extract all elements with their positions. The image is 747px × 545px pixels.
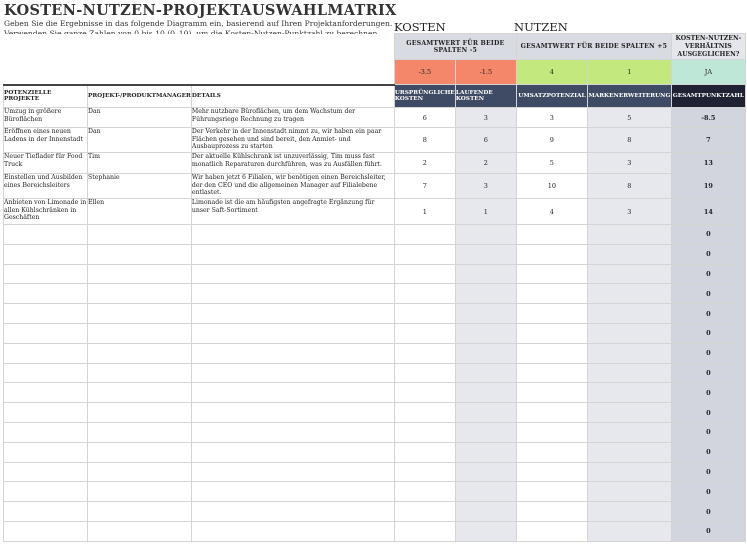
table-row (4, 521, 746, 541)
table-row (4, 442, 746, 462)
revenue-cell[interactable]: 4 (516, 199, 587, 225)
total-score-cell: 0 (671, 462, 745, 482)
initial-cost-cell[interactable]: 8 (394, 128, 455, 153)
total-score-cell: 19 (671, 174, 745, 199)
header-initial-cost: URSPRÜNGLICHE KOSTEN (394, 85, 455, 108)
manager-cell[interactable] (88, 244, 192, 264)
table-row (4, 225, 746, 245)
running-cost-cell[interactable] (455, 284, 516, 304)
brand-cell[interactable]: 3 (587, 199, 671, 225)
running-cost-cell[interactable] (455, 244, 516, 264)
total-score-cell: -8.5 (671, 108, 745, 128)
header-manager: PROJEKT-/PRODUKTMANAGER (88, 85, 192, 108)
project-cell[interactable] (4, 482, 88, 502)
initial-cost-cell[interactable] (394, 502, 455, 522)
running-cost-cell[interactable] (455, 521, 516, 541)
ratio-label: KOSTEN-NUTZEN-VERHÄLTNIS AUSGEGLICHEN? (671, 34, 745, 60)
brand-cell[interactable] (587, 422, 671, 442)
running-cost-cell[interactable] (455, 363, 516, 383)
details-cell[interactable]: Der Verkehr in der Innenstadt nimmt zu, wir haben ein paar Flächen gesehen und sind bereit, den Anmiet- und Ausbauprozess zu starten (191, 128, 394, 153)
table-row (4, 383, 746, 403)
brand-cell[interactable] (587, 323, 671, 343)
table-row (4, 108, 746, 128)
details-cell[interactable] (191, 502, 394, 522)
details-cell[interactable] (191, 422, 394, 442)
project-cell[interactable]: Eröffnen eines neuen Ladens in der Innenstadt (4, 128, 88, 153)
brand-cell[interactable] (587, 383, 671, 403)
project-cell[interactable] (4, 363, 88, 383)
details-cell[interactable] (191, 304, 394, 324)
table-row (4, 264, 746, 284)
brand-cell[interactable]: 8 (587, 128, 671, 153)
revenue-cell[interactable] (516, 323, 587, 343)
initial-cost-cell[interactable] (394, 482, 455, 502)
total-score-cell: 13 (671, 153, 745, 174)
revenue-cell[interactable] (516, 284, 587, 304)
manager-cell[interactable]: Ellen (88, 199, 192, 225)
manager-cell[interactable] (88, 403, 192, 423)
brand-cell[interactable] (587, 403, 671, 423)
initial-cost-cell[interactable] (394, 323, 455, 343)
manager-cell[interactable]: Tim (88, 153, 192, 174)
details-cell[interactable] (191, 264, 394, 284)
details-cell[interactable]: Limonade ist die am häufigsten angefragte Ergänzung für unser Saft-Sortiment (191, 199, 394, 225)
initial-cost-cell[interactable] (394, 462, 455, 482)
blank-cell (4, 34, 395, 60)
table-row (4, 363, 746, 383)
initial-cost-cell[interactable] (394, 442, 455, 462)
running-cost-cell[interactable] (455, 343, 516, 363)
initial-cost-cell[interactable] (394, 284, 455, 304)
brand-cell[interactable] (587, 343, 671, 363)
brand-cell[interactable] (587, 284, 671, 304)
total-score-cell: 0 (671, 383, 745, 403)
revenue-cell[interactable] (516, 442, 587, 462)
project-cell[interactable]: Anbieten von Limonade in allen Kühlschränken in Geschäften (4, 199, 88, 225)
manager-cell[interactable] (88, 442, 192, 462)
initial-cost-cell[interactable]: 1 (394, 199, 455, 225)
project-cell[interactable]: Einstellen und Ausbilden eines Bereichsleiters (4, 174, 88, 199)
project-cell[interactable] (4, 343, 88, 363)
table-row (4, 153, 746, 174)
running-cost-cell[interactable]: 2 (455, 153, 516, 174)
costs-section-label: KOSTEN (394, 20, 446, 34)
revenue-cell[interactable] (516, 422, 587, 442)
revenue-cell[interactable] (516, 363, 587, 383)
revenue-cell[interactable] (516, 343, 587, 363)
running-cost-summary: -1.5 (455, 60, 516, 85)
total-score-cell: 0 (671, 343, 745, 363)
manager-cell[interactable] (88, 304, 192, 324)
total-score-cell: 0 (671, 363, 745, 383)
revenue-cell[interactable] (516, 482, 587, 502)
revenue-cell[interactable]: 9 (516, 128, 587, 153)
brand-cell[interactable] (587, 244, 671, 264)
project-cell[interactable] (4, 284, 88, 304)
revenue-cell[interactable] (516, 304, 587, 324)
manager-cell[interactable]: Dan (88, 128, 192, 153)
details-cell[interactable] (191, 482, 394, 502)
manager-cell[interactable] (88, 323, 192, 343)
running-cost-cell[interactable]: 3 (455, 108, 516, 128)
project-cell[interactable] (4, 442, 88, 462)
manager-cell[interactable] (88, 343, 192, 363)
details-cell[interactable] (191, 521, 394, 541)
table-row (4, 284, 746, 304)
initial-cost-cell[interactable] (394, 422, 455, 442)
initial-cost-cell[interactable]: 7 (394, 174, 455, 199)
brand-cell[interactable] (587, 462, 671, 482)
running-cost-cell[interactable] (455, 264, 516, 284)
initial-cost-cell[interactable] (394, 343, 455, 363)
initial-cost-cell[interactable] (394, 264, 455, 284)
brand-cell[interactable] (587, 521, 671, 541)
revenue-cell[interactable]: 10 (516, 174, 587, 199)
revenue-cell[interactable] (516, 403, 587, 423)
running-cost-cell[interactable] (455, 442, 516, 462)
brand-cell[interactable] (587, 482, 671, 502)
brand-cell[interactable] (587, 304, 671, 324)
costs-total-label: GESAMTWERT FÜR BEIDE SPALTEN -5 (394, 34, 516, 60)
benefits-total-label: GESAMTWERT FÜR BEIDE SPALTEN +5 (516, 34, 671, 60)
brand-cell[interactable]: 8 (587, 174, 671, 199)
total-score-cell: 14 (671, 199, 745, 225)
project-cell[interactable] (4, 225, 88, 245)
running-cost-cell[interactable] (455, 462, 516, 482)
details-cell[interactable] (191, 343, 394, 363)
manager-cell[interactable] (88, 284, 192, 304)
details-cell[interactable] (191, 284, 394, 304)
details-cell[interactable] (191, 403, 394, 423)
table-row (4, 199, 746, 225)
total-score-cell: 0 (671, 521, 745, 541)
revenue-cell[interactable] (516, 462, 587, 482)
revenue-cell[interactable] (516, 383, 587, 403)
details-cell[interactable] (191, 442, 394, 462)
benefits-section-label: NUTZEN (514, 20, 568, 34)
total-score-cell: 0 (671, 502, 745, 522)
revenue-cell[interactable]: 5 (516, 153, 587, 174)
details-cell[interactable] (191, 244, 394, 264)
running-cost-cell[interactable] (455, 422, 516, 442)
header-running-cost: LAUFENDE KOSTEN (455, 85, 516, 108)
header-revenue: UMSATZPOTENZIAL (516, 85, 587, 108)
brand-cell[interactable] (587, 363, 671, 383)
table-row (4, 244, 746, 264)
total-score-cell: 0 (671, 442, 745, 462)
manager-cell[interactable] (88, 383, 192, 403)
revenue-cell[interactable] (516, 244, 587, 264)
total-score-cell: 0 (671, 422, 745, 442)
brand-cell[interactable] (587, 442, 671, 462)
initial-cost-cell[interactable] (394, 521, 455, 541)
project-cell[interactable] (4, 422, 88, 442)
manager-cell[interactable]: Stephanie (88, 174, 192, 199)
table-row (4, 128, 746, 153)
initial-cost-summary: -3.5 (394, 60, 455, 85)
manager-cell[interactable] (88, 264, 192, 284)
brand-cell[interactable] (587, 225, 671, 245)
total-score-cell: 0 (671, 323, 745, 343)
project-cell[interactable] (4, 264, 88, 284)
project-cell[interactable] (4, 244, 88, 264)
project-cell[interactable] (4, 502, 88, 522)
running-cost-cell[interactable]: 3 (455, 174, 516, 199)
revenue-summary: 4 (516, 60, 587, 85)
revenue-cell[interactable] (516, 264, 587, 284)
initial-cost-cell[interactable] (394, 383, 455, 403)
total-score-cell: 0 (671, 264, 745, 284)
project-cell[interactable] (4, 403, 88, 423)
brand-cell[interactable] (587, 264, 671, 284)
header-total: GESAMTPUNKTZAHL (671, 85, 745, 108)
matrix-table (3, 33, 746, 542)
manager-cell[interactable] (88, 482, 192, 502)
details-cell[interactable]: Mehr nutzbare Büroflächen, um dem Wachstum der Führungsriege Rechnung zu tragen (191, 108, 394, 128)
details-cell[interactable]: Wir haben jetzt 6 Filialen, wir benötigen einen Bereichsleiter, der den CEO und die allgemeinen Manager auf Filialebene entlastet. (191, 174, 394, 199)
manager-cell[interactable] (88, 521, 192, 541)
initial-cost-cell[interactable] (394, 363, 455, 383)
project-cell[interactable]: Neuer Tieflader für Food Truck (4, 153, 88, 174)
total-score-cell: 0 (671, 403, 745, 423)
brand-cell[interactable]: 5 (587, 108, 671, 128)
brand-cell[interactable]: 3 (587, 153, 671, 174)
header-details: DETAILS (191, 85, 394, 108)
table-row (4, 502, 746, 522)
header-brand: MARKENERWEITERUNG (587, 85, 671, 108)
total-score-cell: 0 (671, 304, 745, 324)
revenue-cell[interactable] (516, 225, 587, 245)
running-cost-cell[interactable]: 1 (455, 199, 516, 225)
table-row (4, 343, 746, 363)
brand-summary: 1 (587, 60, 671, 85)
manager-cell[interactable] (88, 225, 192, 245)
details-cell[interactable] (191, 363, 394, 383)
blank-cell (4, 60, 395, 85)
details-cell[interactable]: Der aktuelle Kühlschrank ist unzuverlässig, Tim muss fast monatlich Reparaturen durchführen, was zu Ausfällen führt. (191, 153, 394, 174)
table-row (4, 403, 746, 423)
details-cell[interactable] (191, 323, 394, 343)
revenue-cell[interactable] (516, 502, 587, 522)
initial-cost-cell[interactable]: 6 (394, 108, 455, 128)
details-cell[interactable] (191, 462, 394, 482)
project-cell[interactable] (4, 383, 88, 403)
initial-cost-cell[interactable]: 2 (394, 153, 455, 174)
total-score-cell: 0 (671, 482, 745, 502)
initial-cost-cell[interactable] (394, 403, 455, 423)
instruction-line: Geben Sie die Ergebnisse in das folgende Diagramm ein, basierend auf Ihren Projektanforderungen. (4, 19, 393, 28)
total-score-cell: 0 (671, 284, 745, 304)
table-row (4, 304, 746, 324)
running-cost-cell[interactable] (455, 502, 516, 522)
table-row (4, 174, 746, 199)
balanced-badge: JA (671, 60, 745, 85)
page-title: KOSTEN-NUTZEN-PROJEKTAUSWAHLMATRIX (4, 2, 397, 19)
running-cost-cell[interactable]: 6 (455, 128, 516, 153)
manager-cell[interactable] (88, 502, 192, 522)
manager-cell[interactable] (88, 462, 192, 482)
total-score-cell: 0 (671, 244, 745, 264)
total-score-cell: 0 (671, 225, 745, 245)
table-row (4, 323, 746, 343)
project-cell[interactable]: Umzug in größere Büroflächen (4, 108, 88, 128)
revenue-cell[interactable]: 3 (516, 108, 587, 128)
initial-cost-cell[interactable] (394, 225, 455, 245)
total-score-cell: 7 (671, 128, 745, 153)
project-cell[interactable] (4, 521, 88, 541)
running-cost-cell[interactable] (455, 225, 516, 245)
running-cost-cell[interactable] (455, 403, 516, 423)
project-cell[interactable] (4, 462, 88, 482)
project-cell[interactable] (4, 304, 88, 324)
revenue-cell[interactable] (516, 521, 587, 541)
running-cost-cell[interactable] (455, 482, 516, 502)
header-project: POTENZIELLE PROJEKTE (4, 85, 88, 108)
brand-cell[interactable] (587, 502, 671, 522)
table-row (4, 422, 746, 442)
running-cost-cell[interactable] (455, 304, 516, 324)
details-cell[interactable] (191, 225, 394, 245)
manager-cell[interactable] (88, 363, 192, 383)
table-row (4, 482, 746, 502)
project-cell[interactable] (4, 323, 88, 343)
manager-cell[interactable] (88, 422, 192, 442)
details-cell[interactable] (191, 383, 394, 403)
table-row (4, 462, 746, 482)
manager-cell[interactable]: Dan (88, 108, 192, 128)
initial-cost-cell[interactable] (394, 304, 455, 324)
running-cost-cell[interactable] (455, 323, 516, 343)
running-cost-cell[interactable] (455, 383, 516, 403)
initial-cost-cell[interactable] (394, 244, 455, 264)
